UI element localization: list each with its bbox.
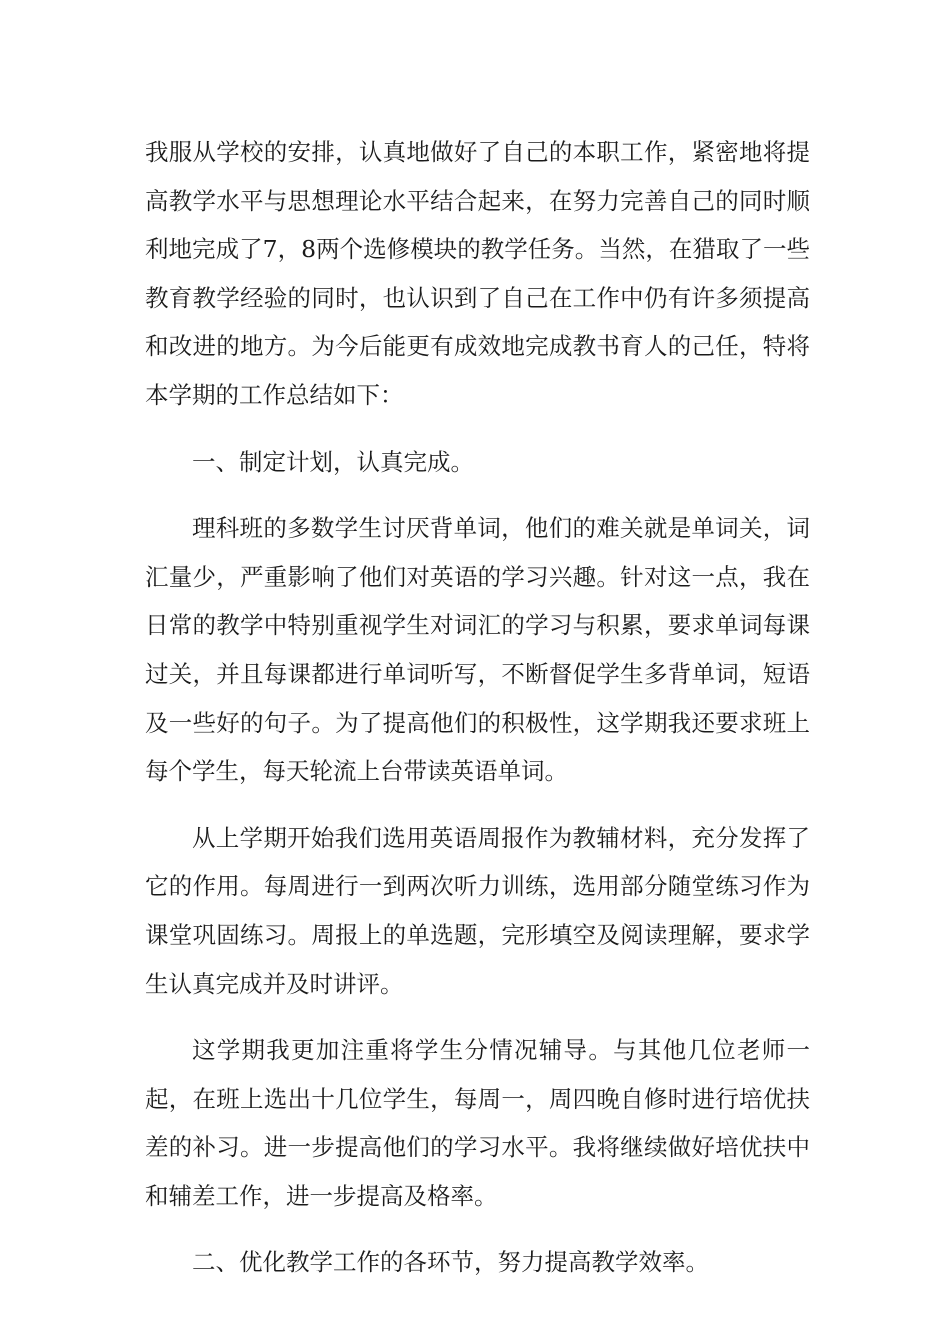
paragraph-weekly-paper: 从上学期开始我们选用英语周报作为教辅材料，充分发挥了它的作用。每周进行一到两次听力训练，选用部分随堂练习作为课堂巩固练习。周报上的单选题，完形填空及阅读理解，要求学生认真完成并及时讲评。	[145, 823, 810, 998]
paragraph-intro: 我服从学校的安排，认真地做好了自己的本职工作，紧密地将提高教学水平与思想理论水平结合起来，在努力完善自己的同时顺利地完成了7，8两个选修模块的教学任务。当然，在猎取了一些教育教学经验的同时，也认识到了自己在工作中仍有许多须提高和改进的地方。为今后能更有成效地完成教书育人的己任，特将本学期的工作总结如下：	[145, 138, 810, 409]
paragraph-vocabulary: 理科班的多数学生讨厌背单词，他们的难关就是单词关，词汇量少，严重影响了他们对英语的学习兴趣。针对这一点，我在日常的教学中特别重视学生对词汇的学习与积累，要求单词每课过关，并且每课都进行单词听写，不断督促学生多背单词，短语及一些好的句子。为了提高他们的积极性，这学期我还要求班上每个学生，每天轮流上台带读英语单词。	[145, 514, 810, 786]
section-heading-1: 一、制定计划，认真完成。	[192, 447, 474, 476]
section-heading-2: 二、优化教学工作的各环节，努力提高教学效率。	[192, 1248, 709, 1277]
document-body	[145, 128, 810, 1305]
paragraph-tutoring: 这学期我更加注重将学生分情况辅导。与其他几位老师一起，在班上选出十几位学生，每周一，周四晚自修时进行培优扶差的补习。进一步提高他们的学习水平。我将继续做好培优扶中和辅差工作，进一步提高及格率。	[145, 1036, 810, 1210]
